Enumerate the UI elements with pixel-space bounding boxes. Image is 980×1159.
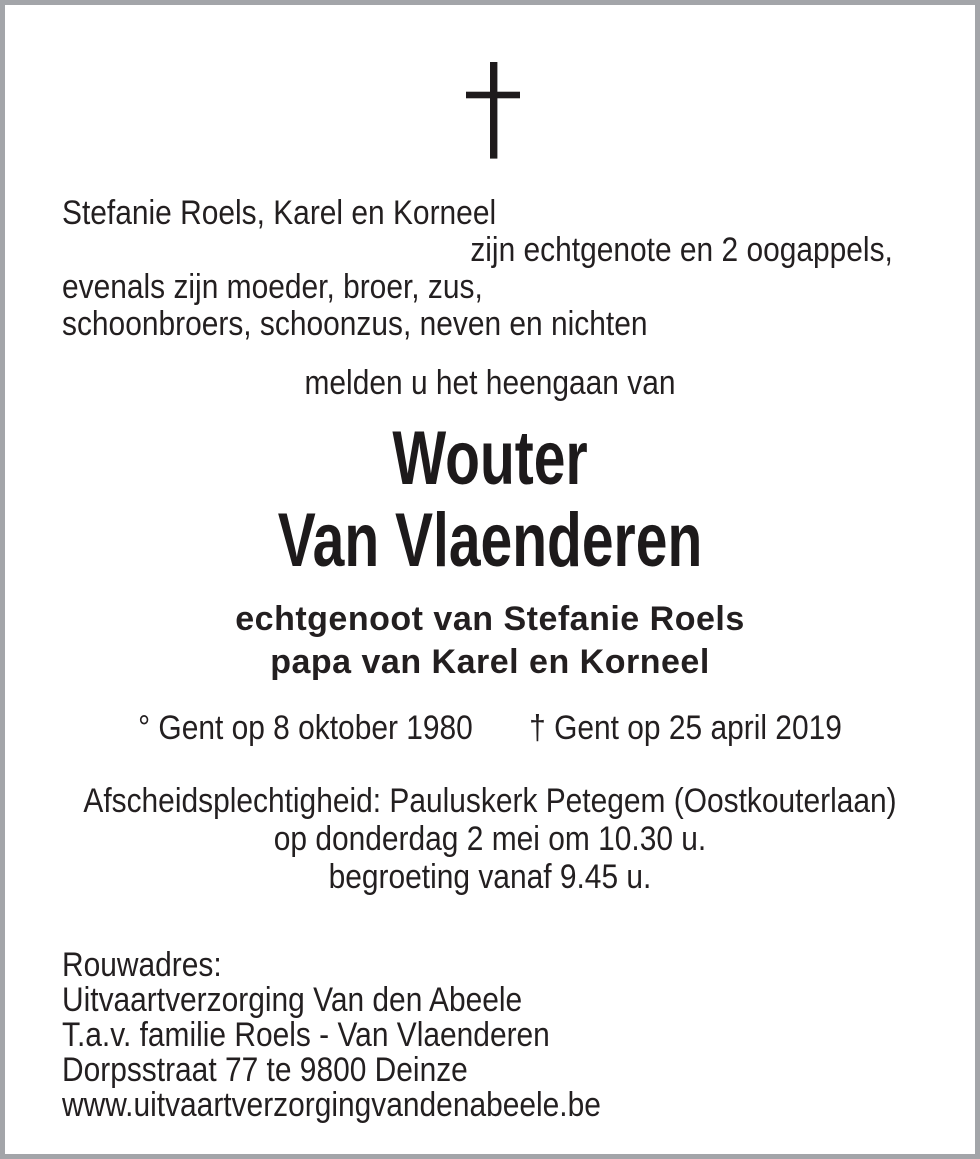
deceased-last-name: Van Vlaenderen xyxy=(277,498,703,583)
relatives-line: schoonbroers, schoonzus, neven en nichten xyxy=(62,305,648,343)
deceased-name xyxy=(126,418,854,582)
mourning-address-line: Uitvaartverzorging Van den Abeele xyxy=(62,981,523,1019)
cross-icon xyxy=(465,62,520,159)
ceremony-details xyxy=(63,782,917,896)
mourning-address xyxy=(62,948,601,1123)
announcement-line: melden u het heengaan van xyxy=(304,364,676,402)
ceremony-datetime: op donderdag 2 mei om 10.30 u. xyxy=(273,820,707,858)
birth-date: ° Gent op 8 oktober 1980 xyxy=(138,709,473,747)
ceremony-greeting-time: begroeting vanaf 9.45 u. xyxy=(328,858,652,896)
mourning-address-website: www.uitvaartverzorgingvandenabeele.be xyxy=(62,1086,601,1124)
mourning-address-label: Rouwadres: xyxy=(62,946,222,984)
relation-line: echtgenoot van Stefanie Roels xyxy=(235,600,745,638)
relation-line: papa van Karel en Korneel xyxy=(270,643,710,681)
relatives-line: Stefanie Roels, Karel en Korneel xyxy=(62,194,497,232)
relation-subtitle xyxy=(5,598,975,684)
relatives-line: zijn echtgenote en 2 oogappels, xyxy=(470,231,893,269)
deceased-first-name: Wouter xyxy=(392,416,588,501)
relatives-intro xyxy=(62,195,893,343)
mourning-address-line: T.a.v. familie Roels - Van Vlaenderen xyxy=(62,1016,550,1054)
death-date: † Gent op 25 april 2019 xyxy=(529,709,842,747)
birth-death-dates xyxy=(63,710,917,747)
ceremony-location: Afscheidsplechtigheid: Pauluskerk Petegem (Oostkouterlaan) xyxy=(83,782,897,820)
mourning-address-line: Dorpsstraat 77 te 9800 Deinze xyxy=(62,1051,468,1089)
relatives-line: evenals zijn moeder, broer, zus, xyxy=(62,268,483,306)
